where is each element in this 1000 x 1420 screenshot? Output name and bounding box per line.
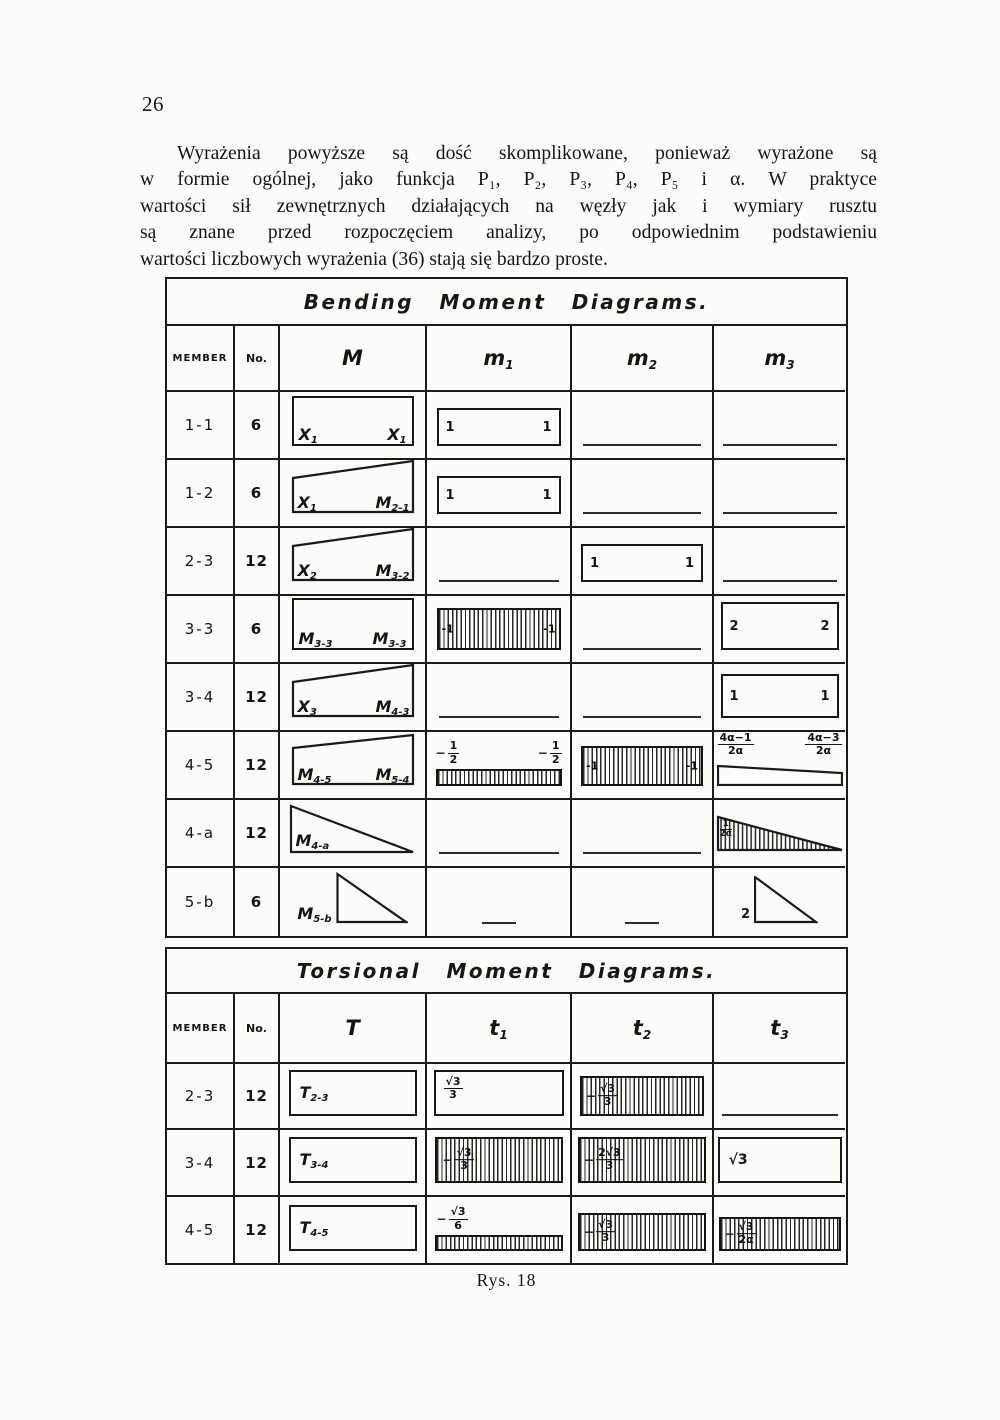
diagram-label: $M_{4-3}$	[375, 697, 410, 718]
diagram-t2-3-4	[572, 1130, 714, 1197]
fraction-label: − $\frac{√3}{3}$	[584, 1218, 614, 1245]
triangle-shape	[336, 872, 408, 924]
fraction-label: − $\frac{2√3}{3}$	[584, 1146, 621, 1173]
diagram-m3-3-3	[714, 596, 845, 664]
ordinate-label: 2	[820, 618, 830, 634]
torsion-rect-diagram	[289, 1070, 417, 1116]
member-cell: 1-2	[167, 460, 235, 528]
member-cell: 3-3	[167, 596, 235, 664]
diagram-label: $M_{3-2}$	[375, 561, 410, 582]
diagram-t1-3-4	[427, 1130, 572, 1197]
diagram-m2-4-5	[572, 732, 714, 800]
member-cell: 2-3	[167, 1064, 235, 1130]
intro-paragraph	[140, 141, 877, 273]
ordinate-label: -1	[543, 622, 556, 636]
trapezoid-moment-diagram	[291, 664, 415, 718]
count-cell: 12	[235, 1064, 280, 1130]
hatched-rect-diagram	[580, 1076, 704, 1116]
diagram-m3-4-a	[714, 800, 845, 868]
diagram-M-3-3	[280, 596, 427, 664]
diagram-M-1-1	[280, 392, 427, 460]
paragraph-line: Wyrażenia powyższe są dość skomplikowane, ponieważ wyrażone są	[177, 143, 877, 164]
page-number: 26	[142, 92, 164, 116]
diagram-m3-1-1	[714, 392, 845, 460]
trapezoid-moment-diagram	[291, 460, 415, 514]
diagram-T-4-5	[280, 1197, 427, 1263]
ordinate-label: -1	[586, 759, 599, 773]
diagram-label: $X_1$	[298, 425, 318, 446]
diagram-T-2-3	[280, 1064, 427, 1130]
diagram-M-4-5	[280, 732, 427, 800]
col-header-t1: $t_1$	[427, 994, 572, 1064]
small-triangle-diagram	[297, 872, 407, 924]
member-cell: 5-b	[167, 868, 235, 936]
diagram-m1-3-4	[427, 664, 572, 732]
trapezoid-moment-diagram	[291, 732, 415, 786]
count-cell: 6	[235, 596, 280, 664]
fraction-label: $\frac{4\alpha-1}{2\alpha}$	[719, 732, 752, 758]
col-header-t2: $t_2$	[572, 994, 714, 1064]
diagram-t1-2-3	[427, 1064, 572, 1130]
diagram-label: $X_3$	[297, 697, 317, 718]
torsion-rect-diagram	[718, 1137, 842, 1183]
ordinate-label: √3	[728, 1152, 748, 1168]
zero-baseline	[723, 580, 837, 582]
ordinate-label: -1	[441, 622, 454, 636]
diagram-m1-2-3	[427, 528, 572, 596]
zero-baseline	[723, 444, 837, 446]
diagram-M-3-4	[280, 664, 427, 732]
hatched-triangle-diagram	[716, 810, 844, 854]
zero-baseline	[583, 852, 701, 854]
unit-rect-diagram	[721, 674, 839, 718]
zero-baseline	[439, 852, 559, 854]
unit-rect-diagram	[581, 544, 703, 582]
unit-rect-diagram	[437, 408, 561, 446]
paragraph-line: wartości liczbowych wyrażenia (36) stają się bardzo proste.	[140, 248, 608, 270]
diagram-label: $X_1$	[297, 493, 317, 514]
paragraph-line: są znane przed rozpoczęciem analizy, po odpowiednim podstawieniu	[140, 222, 877, 244]
zero-baseline	[439, 716, 559, 718]
triangle-moment-diagram	[289, 804, 417, 854]
hatched-strip-diagram	[435, 1235, 563, 1251]
col-header-member: MEMBER	[167, 326, 235, 392]
diagram-t3-4-5	[714, 1197, 845, 1263]
diagram-m3-2-3	[714, 528, 845, 596]
hatched-rect-diagram	[578, 1213, 706, 1251]
hatched-rect-diagram	[435, 1137, 563, 1183]
ordinate-label: -1	[685, 759, 698, 773]
diagram-m1-1-2	[427, 460, 572, 528]
fraction-label: − $\frac{1}{2}$	[537, 739, 560, 766]
col-header-t3: $t_3$	[714, 994, 845, 1064]
unit-rect-diagram	[721, 602, 839, 650]
member-cell: 4-5	[167, 732, 235, 800]
triangle-shape	[754, 876, 818, 924]
diagram-t2-2-3	[572, 1064, 714, 1130]
col-header-no: No.	[235, 326, 280, 392]
ordinate-label: 1	[590, 555, 600, 571]
diagram-label: $M_{3-3}$	[372, 629, 407, 650]
diagram-m2-4-a	[572, 800, 714, 868]
count-cell: 12	[235, 1197, 280, 1263]
paragraph-line: wartości sił zewnętrznych działających na węzły jak i wymiary rusztu	[140, 195, 877, 217]
bending-table-grid	[167, 326, 846, 936]
fraction-label: − $\frac{√3}{3}$	[442, 1146, 472, 1173]
count-cell: 12	[235, 1130, 280, 1197]
count-cell: 12	[235, 800, 280, 868]
col-header-member: MEMBER	[167, 994, 235, 1064]
count-cell: 6	[235, 868, 280, 936]
col-header-T: T	[280, 994, 427, 1064]
torsional-table-grid	[167, 994, 846, 1263]
diagram-m3-1-2	[714, 460, 845, 528]
ordinate-label: 1	[445, 419, 455, 435]
shallow-trapezoid-shape	[717, 761, 843, 786]
zero-baseline	[625, 922, 659, 924]
diagram-m2-5-b	[572, 868, 714, 936]
member-cell: 3-4	[167, 1130, 235, 1197]
diagram-label: $T_{3-4}$	[299, 1150, 329, 1171]
hatched-rect-diagram	[719, 1217, 841, 1251]
ordinate-labels-row	[718, 732, 842, 758]
ordinate-label: 1	[542, 419, 552, 435]
col-header-m3: $m_3$	[714, 326, 845, 392]
diagram-M-5-b	[280, 868, 427, 936]
diagram-label: $T_{4-5}$	[299, 1218, 329, 1239]
fraction-label: − $\frac{√3}{6}$	[436, 1205, 466, 1232]
diagram-m2-3-3	[572, 596, 714, 664]
unit-rect-diagram	[437, 476, 561, 514]
ordinate-labels-row	[436, 740, 562, 766]
diagram-label: $M_{5-4}$	[375, 765, 410, 786]
fraction-label: − $\frac{√3}{2\alpha}$	[724, 1220, 754, 1247]
hatched-rect-diagram	[437, 608, 561, 650]
diagram-M-4-a	[280, 800, 427, 868]
count-cell: 12	[235, 732, 280, 800]
fraction-label: $\frac{1}{2\alpha}$	[719, 819, 732, 840]
zero-baseline	[439, 580, 559, 582]
diagram-m3-4-5	[714, 732, 845, 800]
trapezoid-moment-diagram	[291, 528, 415, 582]
fraction-label: $\frac{4\alpha-3}{2\alpha}$	[807, 732, 840, 758]
ordinate-label: 2	[740, 907, 751, 922]
diagram-m2-1-2	[572, 460, 714, 528]
member-cell: 2-3	[167, 528, 235, 596]
ordinate-label: 1	[729, 688, 739, 704]
bending-table-title: Bending Moment Diagrams.	[167, 279, 846, 326]
diagram-T-3-4	[280, 1130, 427, 1197]
labeled-strip-diagram	[435, 1206, 563, 1251]
diagram-t3-2-3	[714, 1064, 845, 1130]
zero-baseline	[482, 922, 516, 924]
hatched-strip-diagram	[436, 769, 562, 786]
torsional-moment-table	[165, 947, 848, 1265]
fraction-label: − $\frac{√3}{3}$	[586, 1082, 616, 1109]
diagram-M-1-2	[280, 460, 427, 528]
member-cell: 3-4	[167, 664, 235, 732]
ordinate-label: 1	[445, 487, 455, 503]
col-header-no: No.	[235, 994, 280, 1064]
diagram-m1-5-b	[427, 868, 572, 936]
col-header-m1: $m_1$	[427, 326, 572, 392]
hatched-rect-diagram	[581, 746, 703, 786]
count-cell: 12	[235, 664, 280, 732]
diagram-label: $T_{2-3}$	[299, 1083, 329, 1104]
diagram-t2-4-5	[572, 1197, 714, 1263]
diagram-label: $M_{4-a}$	[295, 831, 330, 852]
member-cell: 4-a	[167, 800, 235, 868]
hatched-triangle-shape	[716, 810, 844, 854]
rect-moment-diagram	[292, 396, 414, 446]
fraction-label: $\frac{√3}{3}$	[445, 1075, 461, 1102]
diagram-m1-4-5	[427, 732, 572, 800]
hatched-rect-diagram	[578, 1137, 706, 1183]
figure-caption: Rys. 18	[476, 1270, 537, 1290]
member-cell: 1-1	[167, 392, 235, 460]
diagram-M-2-3	[280, 528, 427, 596]
paragraph-line: w formie ogólnej, jako funkcja P₁, P₂, P₃, P₄, P₅ i α. W praktyce	[140, 169, 877, 191]
diagram-m1-1-1	[427, 392, 572, 460]
member-cell: 4-5	[167, 1197, 235, 1263]
ordinate-labels-row	[437, 1206, 563, 1232]
zero-baseline	[723, 512, 837, 514]
diagram-label: $M_{2-1}$	[375, 493, 410, 514]
col-header-m2: $m_2$	[572, 326, 714, 392]
ordinate-label: 1	[820, 688, 830, 704]
torsion-rect-diagram	[289, 1137, 417, 1183]
small-triangle-diagram	[741, 876, 818, 924]
diagram-m1-3-3	[427, 596, 572, 664]
diagram-label: $M_{3-3}$	[298, 629, 333, 650]
diagram-label: $M_{5-b}$	[297, 904, 332, 925]
diagram-m2-3-4	[572, 664, 714, 732]
zero-baseline	[583, 444, 701, 446]
diagram-m2-2-3	[572, 528, 714, 596]
diagram-m3-5-b	[714, 868, 845, 936]
zero-baseline	[722, 1114, 838, 1116]
ordinate-label: 2	[729, 618, 739, 634]
col-header-M: M	[280, 326, 427, 392]
torsion-rect-diagram	[289, 1205, 417, 1251]
fraction-label: − $\frac{1}{2}$	[435, 739, 458, 766]
torsional-table-title: Torsional Moment Diagrams.	[167, 949, 846, 994]
count-cell: 12	[235, 528, 280, 596]
count-cell: 6	[235, 460, 280, 528]
diagram-m3-3-4	[714, 664, 845, 732]
diagram-m1-4-a	[427, 800, 572, 868]
bending-moment-table	[165, 277, 848, 938]
ordinate-label: 1	[542, 487, 552, 503]
zero-baseline	[583, 512, 701, 514]
torsion-rect-diagram	[434, 1070, 564, 1116]
diagram-t1-4-5	[427, 1197, 572, 1263]
diagram-label: $X_1$	[387, 425, 407, 446]
diagram-label: $M_{4-5}$	[297, 765, 332, 786]
count-cell: 6	[235, 392, 280, 460]
diagram-m2-1-1	[572, 392, 714, 460]
diagram-t3-3-4	[714, 1130, 845, 1197]
diagram-label: $X_2$	[297, 561, 317, 582]
ordinate-label: 1	[684, 555, 694, 571]
rect-moment-diagram	[292, 598, 414, 650]
zero-baseline	[583, 648, 701, 650]
zero-baseline	[583, 716, 701, 718]
